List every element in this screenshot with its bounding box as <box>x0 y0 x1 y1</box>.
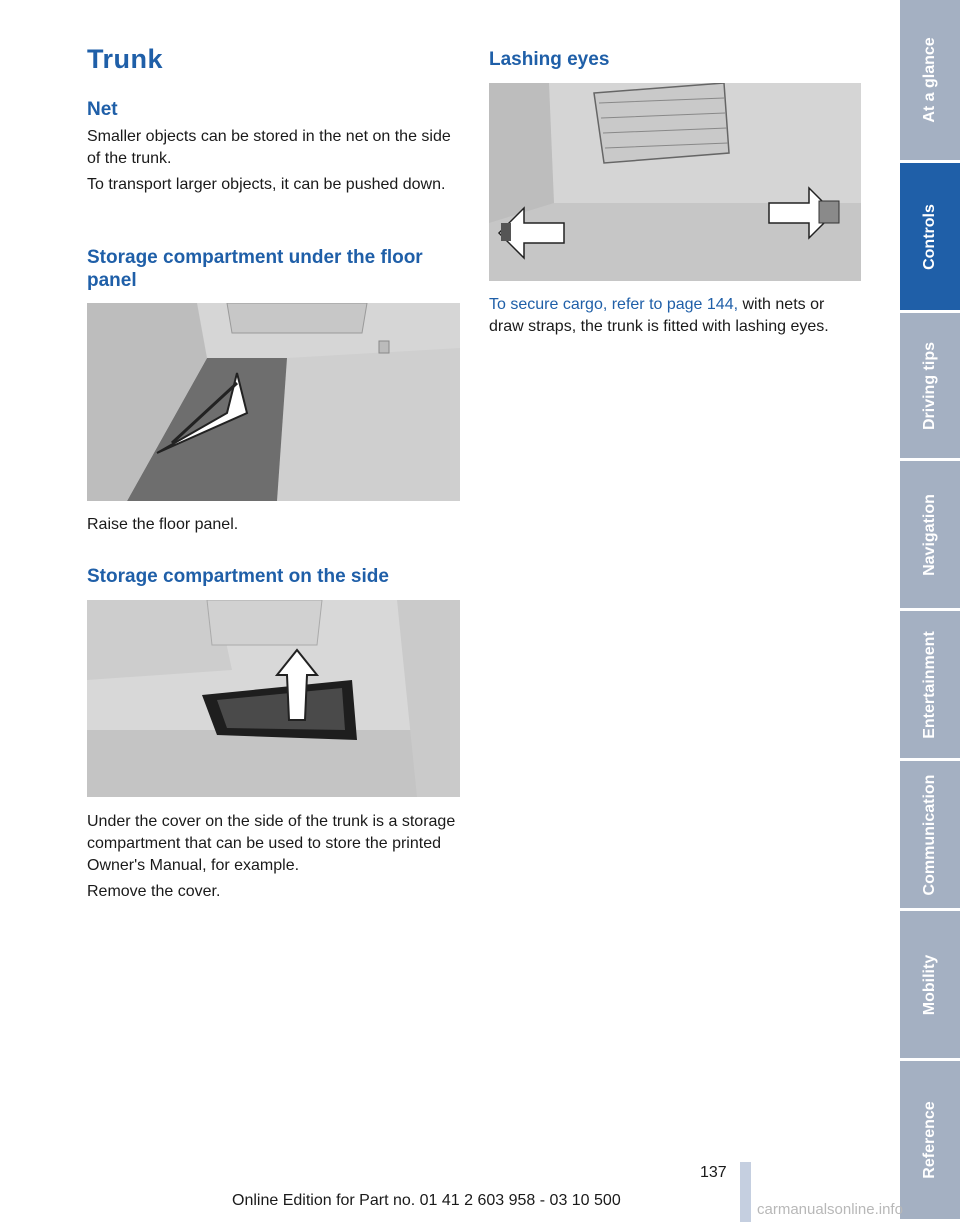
floor-panel-illustration <box>87 303 460 501</box>
tab-communication[interactable] <box>900 761 960 911</box>
lashing-eyes-heading: Lashing eyes <box>489 49 610 70</box>
site-watermark: carmanualsonline.info <box>757 1201 903 1218</box>
tab-entertainment[interactable] <box>900 611 960 761</box>
tab-label: Reference <box>921 1101 938 1179</box>
page-number-bar <box>740 1162 751 1222</box>
tab-label: Driving tips <box>921 341 938 430</box>
floor-storage-heading: Storage compartment under the floor panel <box>87 247 423 291</box>
floor-caption: Raise the floor panel. <box>87 516 239 533</box>
tab-reference[interactable] <box>900 1061 960 1222</box>
tab-label: Communication <box>921 774 938 895</box>
tab-label: Entertainment <box>921 630 938 739</box>
side-compartment-illustration <box>87 600 460 797</box>
tab-label: Navigation <box>921 493 938 576</box>
tab-label: At a glance <box>921 37 938 123</box>
chapter-sidebar <box>900 0 960 1222</box>
tab-navigation[interactable] <box>900 461 960 611</box>
net-paragraph-1: Smaller objects can be stored in the net on the side of the trunk. <box>87 128 451 167</box>
page-number: 137 <box>700 1164 727 1181</box>
lashing-paragraph <box>489 294 862 338</box>
net-heading: Net <box>87 99 118 120</box>
side-compartment-image <box>87 600 460 797</box>
lashing-eyes-image <box>489 83 861 281</box>
floor-panel-image <box>87 303 460 501</box>
tab-label: Controls <box>921 203 938 270</box>
page-144-link[interactable]: To secure cargo, refer to page 144, <box>489 296 739 313</box>
lashing-paragraph-text: with nets or draw straps, the trunk is fitted with lashing eyes. <box>489 296 829 335</box>
tab-mobility[interactable] <box>900 911 960 1061</box>
side-paragraph-1: Under the cover on the side of the trunk is a storage compartment that can be used to store the printed Owner's Manual, for example. <box>87 813 456 874</box>
net-paragraph-2: To transport larger objects, it can be pushed down. <box>87 176 446 193</box>
tab-label: Mobility <box>921 954 938 1015</box>
side-paragraph-2: Remove the cover. <box>87 883 221 900</box>
page-title: Trunk <box>87 44 164 74</box>
tab-driving-tips[interactable] <box>900 313 960 461</box>
tab-at-a-glance[interactable] <box>900 0 960 163</box>
tab-controls[interactable] <box>900 163 960 313</box>
side-storage-heading: Storage compartment on the side <box>87 566 389 587</box>
edition-footer: Online Edition for Part no. 01 41 2 603 958 - 03 10 500 <box>232 1192 621 1209</box>
lashing-eyes-illustration <box>489 83 861 281</box>
